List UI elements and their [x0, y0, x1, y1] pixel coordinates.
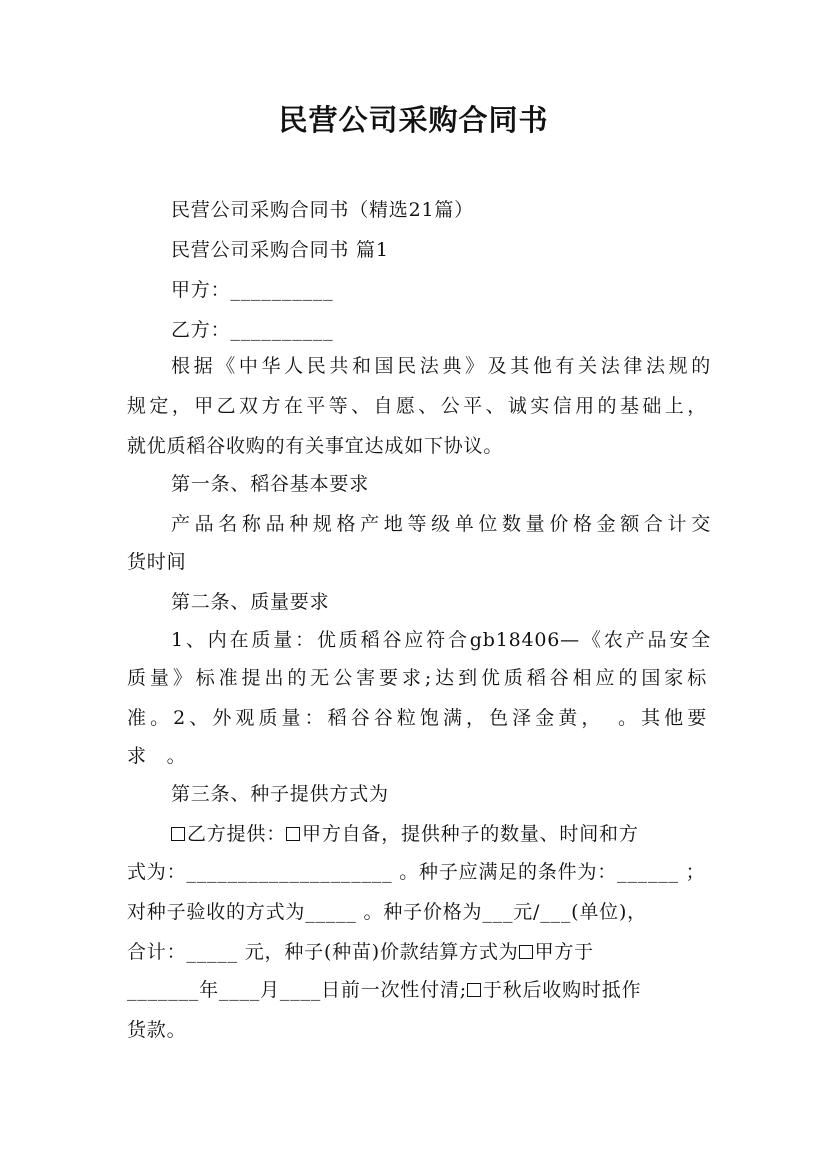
text-segment: _______年____月____日前一次性付清; [127, 979, 467, 1001]
paragraph-line: 准。2、外观质量：稻谷谷粒饱满，色泽金黄， 。其他要 [127, 707, 707, 729]
article-heading-line: 第一条、稻谷基本要求 [171, 473, 370, 495]
checkbox-icon [467, 983, 481, 997]
checkbox-icon [519, 945, 533, 959]
subtitle-line: 民营公司采购合同书（精选21篇） [171, 199, 474, 221]
paragraph-line: 式为：____________________ 。种子应满足的条件为：______ ； [127, 861, 706, 883]
article-heading-line: 第二条、质量要求 [171, 591, 330, 613]
checkbox-icon [286, 827, 300, 841]
paragraph-line: 1、内在质量：优质稻谷应符合gb18406—《农产品安全 [171, 629, 711, 651]
paragraph-line: 就优质稻谷收购的有关事宜达成如下协议。 [127, 435, 504, 457]
checkbox-label: 甲方自备，提供种子的数量、时间和方 [302, 823, 639, 845]
checkbox-label: 于秋后收购时抵作 [482, 979, 642, 1001]
party-b-line: 乙方：__________ [171, 319, 334, 341]
paragraph-line: 货时间 [127, 551, 187, 573]
paragraph-line: 货款。 [127, 1019, 187, 1041]
article-heading-line: 第三条、种子提供方式为 [171, 783, 389, 805]
party-a-line: 甲方：__________ [171, 279, 334, 301]
checkbox-label: 甲方于 [534, 941, 594, 963]
checkbox-label: 乙方提供： [187, 823, 287, 845]
checkbox-icon [171, 827, 185, 841]
paragraph-line: 规定，甲乙双方在平等、自愿、公平、诚实信用的基础上， [127, 395, 707, 417]
paragraph-line: 根据《中华人民共和国民法典》及其他有关法律法规的 [171, 355, 711, 377]
paragraph-line [127, 938, 707, 966]
document-title: 民营公司采购合同书 [278, 103, 549, 137]
paragraph-line: 质量》标准提出的无公害要求;达到优质稻谷相应的国家标 [127, 667, 707, 689]
paragraph-line [171, 820, 711, 848]
text-segment: 合计：_____ 元，种子(种苗)价款结算方式为 [127, 941, 519, 963]
paragraph-line: 产品名称品种规格产地等级单位数量价格金额合计交 [171, 513, 711, 535]
paragraph-line: 求 。 [127, 745, 187, 767]
section-heading-line: 民营公司采购合同书 篇1 [171, 239, 389, 261]
paragraph-line [127, 976, 707, 1004]
paragraph-line: 对种子验收的方式为_____ 。种子价格为___元/___(单位)， [127, 901, 647, 923]
